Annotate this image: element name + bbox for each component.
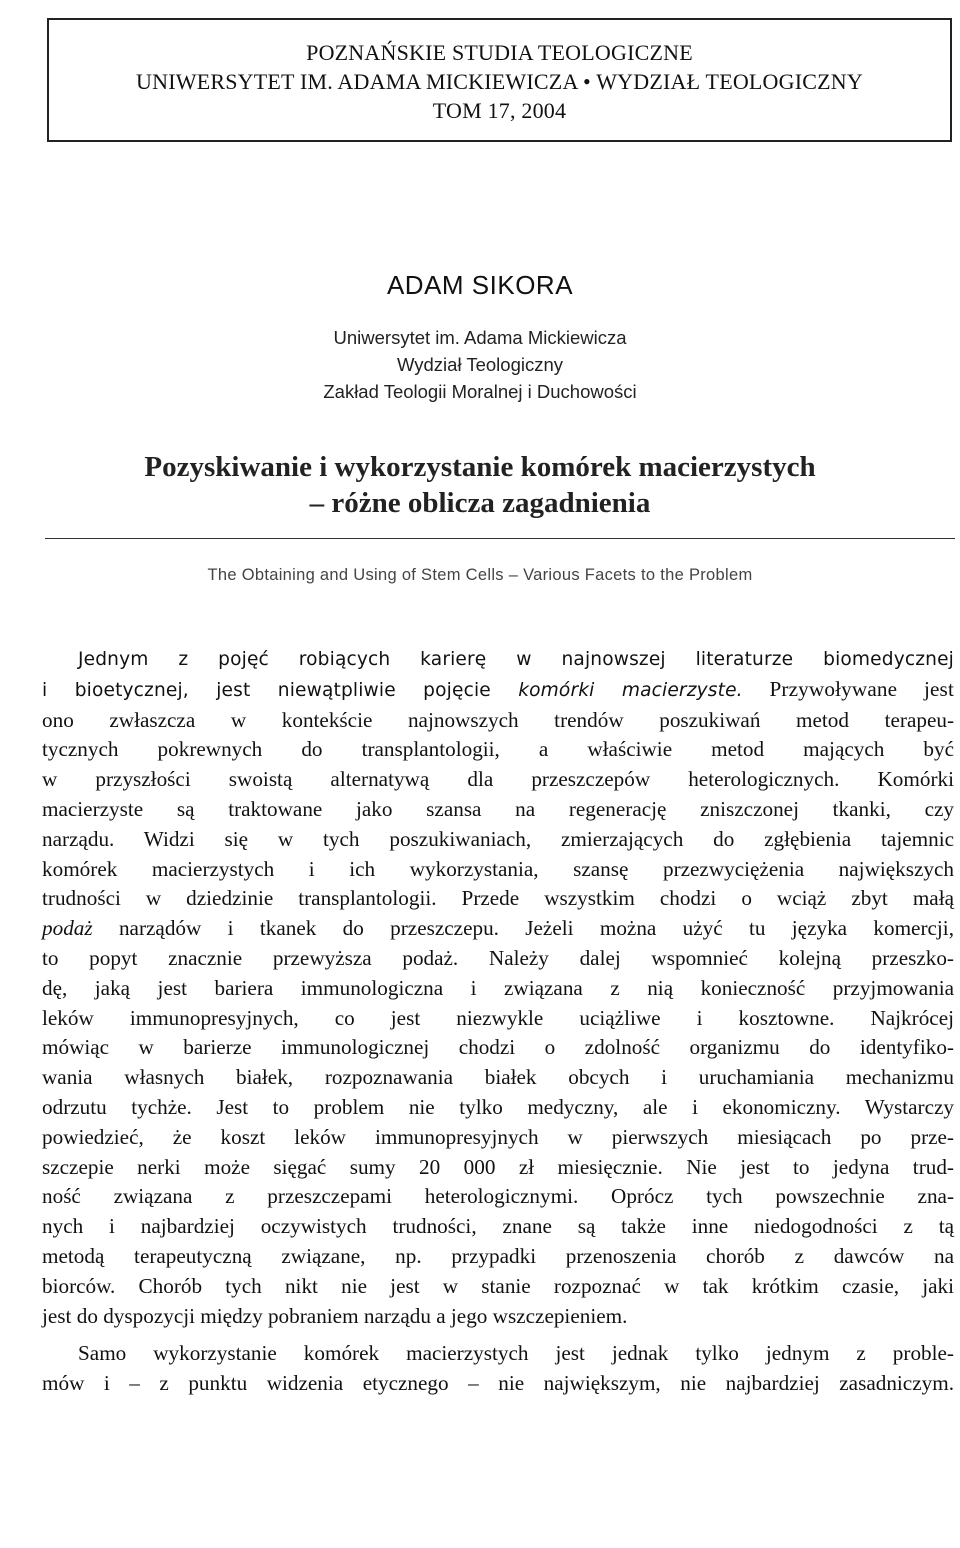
body-line: macierzyste są traktowane jako szansa na regenerację zniszczonej tkanki, czy <box>42 796 954 821</box>
italic-term: podaż <box>42 916 93 941</box>
english-title: The Obtaining and Using of Stem Cells – Various Facets to the Problem <box>207 566 753 584</box>
body-line: narządu. Widzi się w tych poszukiwaniach, zmierzających do zgłębienia tajemnic <box>42 826 954 851</box>
body-line: nych i najbardziej oczywistych trudności, znane są także inne niedogodności z tą <box>42 1214 954 1239</box>
body-line: ono zwłaszcza w kontekście najnowszych trendów poszukiwań metod terapeu- <box>42 707 954 732</box>
body-line: leków immunopresyjnych, co jest niezwykle uciążliwe i kosztowne. Najkrócej <box>42 1005 954 1030</box>
body-line: powiedzieć, że koszt leków immunopresyjnych w pierwszych miesiącach po prze- <box>42 1124 954 1149</box>
affiliation-faculty: Wydział Teologiczny <box>396 354 564 375</box>
body-line: biorców. Chorób tych nikt nie jest w stanie rozpoznać w tak krótkim czasie, jaki <box>42 1273 954 1298</box>
body-text: i bioetycznej, jest niewątpliwie pojęcie <box>42 679 519 701</box>
journal-publisher: UNIWERSYTET IM. ADAMA MICKIEWICZA • WYDZIAŁ TEOLOGICZNY <box>136 69 863 94</box>
body-line: Samo wykorzystanie komórek macierzystych jest jednak tylko jednym z proble- <box>78 1341 954 1366</box>
author-name: ADAM SIKORA <box>386 270 574 300</box>
body-line: jest do dyspozycji między pobraniem narządu a jego wszczepieniem. <box>42 1303 628 1328</box>
journal-title: POZNAŃSKIE STUDIA TEOLOGICZNE <box>306 40 693 65</box>
body-line: tycznych pokrewnych do transplantologii, a właściwie metod mających być <box>42 737 954 762</box>
body-line: ność związana z przeszczepami heterologicznymi. Oprócz tych powszechnie zna- <box>42 1184 954 1209</box>
body-line: to popyt znacznie przewyższa podaż. Należy dalej wspomnieć kolejną przeszko- <box>42 945 954 970</box>
article-title <box>0 449 960 521</box>
article-title-line-1: Pozyskiwanie i wykorzystanie komórek macierzystych <box>144 451 816 483</box>
body-line: odrzutu tychże. Jest to problem nie tylko medyczny, ale i ekonomiczny. Wystarczy <box>42 1094 954 1119</box>
body-line: mów i – z punktu widzenia etycznego – nie największym, nie najbardziej zasadniczym. <box>42 1371 954 1396</box>
affiliation-university: Uniwersytet im. Adama Mickiewicza <box>333 327 627 348</box>
body-line: w przyszłości swoistą alternatywą dla przeszczepów heterologicznych. Komórki <box>42 767 954 792</box>
body-line: Jednym z pojęć robiących karierę w najnowszej literaturze biomedycznej <box>78 649 954 670</box>
body-line: szczepie nerki może sięgać sumy 20 000 zł miesięcznie. Nie jest to jedyna trud- <box>42 1154 954 1179</box>
title-divider <box>45 538 955 539</box>
article-body <box>42 645 954 1399</box>
body-line: trudności w dziedzinie transplantologii. Przede wszystkim chodzi o wciąż zbyt małą <box>42 886 954 911</box>
body-line: wania własnych białek, rozpoznawania białek obcych i uruchamiania mechanizmu <box>42 1065 954 1090</box>
body-line: komórek macierzystych i ich wykorzystania, szansę przezwyciężenia największych <box>42 856 954 881</box>
body-line: mówiąc w barierze immunologicznej chodzi o zdolność organizmu do identyfiko- <box>42 1035 954 1060</box>
body-line <box>42 675 954 706</box>
body-text: narządów i tkanek do przeszczepu. Jeżeli można użyć tu języka komercji, <box>92 916 954 941</box>
body-line: metodą terapeutyczną związane, np. przypadki przenoszenia chorób z dawców na <box>42 1243 954 1268</box>
journal-header-box <box>47 18 952 142</box>
journal-volume: TOM 17, 2004 <box>432 98 567 123</box>
body-line <box>42 914 954 944</box>
author-affiliation <box>0 324 960 405</box>
article-title-line-2: – różne oblicza zagadnienia <box>309 487 651 519</box>
affiliation-department: Zakład Teologii Moralnej i Duchowości <box>323 381 637 402</box>
italic-term: komórki macierzyste. <box>518 679 743 701</box>
body-text: Przywoływane jest <box>742 676 954 701</box>
body-line: dę, jaką jest bariera immunologiczna i związana z nią konieczność przyjmowania <box>42 975 954 1000</box>
